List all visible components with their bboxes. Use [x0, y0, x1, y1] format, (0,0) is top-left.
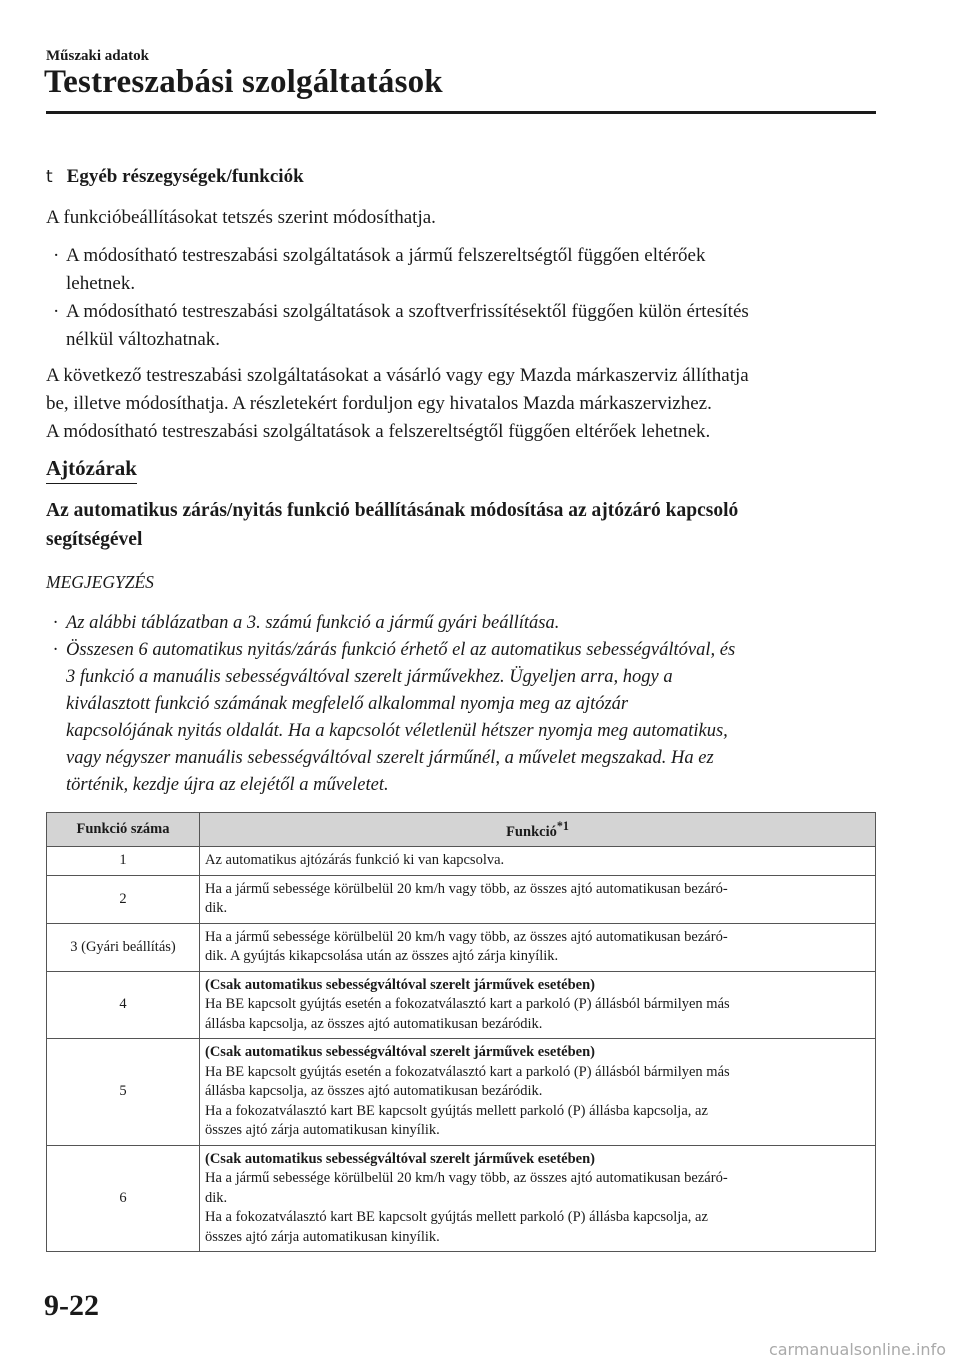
function-text-line: Ha a fokozatválasztó kart BE kapcsolt gyújtás mellett parkoló (P) állásba kapcsolja, az	[205, 1209, 708, 1226]
function-description	[200, 875, 876, 923]
function-text-line: Ha a jármű sebessége körülbelül 20 km/h vagy több, az összes ajtó automatikusan bezáró-	[205, 1170, 728, 1187]
door-locks-subheading: Az automatikus zárás/nyitás funkció beállításának módosítása az ajtózáró kapcsoló segítségével	[46, 500, 739, 550]
table-header-row	[47, 813, 876, 847]
subsection-heading	[46, 166, 304, 188]
table-row	[47, 875, 876, 923]
function-text-line: dik.	[205, 1189, 228, 1206]
door-locks-heading: Ajtózárak	[46, 456, 137, 484]
table-row	[47, 971, 876, 1039]
function-text-line: dik. A gyújtás kikapcsolása után az összes ajtó zárja kinyílik.	[205, 948, 559, 965]
bullet-dot-icon: ·	[53, 245, 60, 266]
function-text-line: Ha BE kapcsolt gyújtás esetén a fokozatválasztó kart a parkoló (P) állásból bármilyen más	[205, 996, 730, 1013]
table-row	[47, 1039, 876, 1146]
title-divider	[46, 111, 876, 114]
function-number: 6	[47, 1145, 200, 1252]
function-number: 1	[47, 847, 200, 876]
function-text-line: Ha a fokozatválasztó kart BE kapcsolt gyújtás mellett parkoló (P) állásba kapcsolja, az	[205, 1102, 708, 1119]
table-row	[47, 847, 876, 876]
function-table	[46, 812, 876, 1252]
bullet-dot-icon: ·	[53, 613, 58, 633]
function-text-line: dik.	[205, 900, 228, 917]
function-text-line: összes ajtó zárja automatikusan kinyílik.	[205, 1228, 440, 1245]
function-number: 3 (Gyári beállítás)	[47, 923, 200, 971]
function-condition: (Csak automatikus sebességváltóval szerelt járművek esetében)	[205, 1150, 595, 1167]
function-text-line: összes ajtó zárja automatikusan kinyílik.	[205, 1122, 440, 1139]
function-text-line: állásba kapcsolja, az összes ajtó automatikusan bezáródik.	[205, 1015, 543, 1032]
function-text-line: Ha BE kapcsolt gyújtás esetén a fokozatválasztó kart a parkoló (P) állásból bármilyen más	[205, 1063, 730, 1080]
page-number: 9-22	[44, 1289, 99, 1322]
note-bullet: · Összesen 6 automatikus nyitás/zárás funkció érhető el az automatikus sebességváltóval, és 3 funkció a manuális sebességváltóval szerelt járművekhez. Ügyeljen arra, hogy a kiválasztott funkció számának megfelelő alkalommal nyomja meg az ajtózár kapcsolójának nyitás oldalát. Ha a kapcsolót véletlenül hétszer nyomja meg automatikus, vagy négyszer manuális sebességváltóval szerelt járműnél, a művelet megszakad. Ha ez történik, kezdje újra az elejétől a műveletet.	[46, 637, 735, 799]
watermark: carmanualsonline.info	[768, 1340, 946, 1359]
function-description	[200, 923, 876, 971]
function-text-line: Ha a jármű sebessége körülbelül 20 km/h vagy több, az összes ajtó automatikusan bezáró-	[205, 880, 728, 897]
bullet-item: · A módosítható testreszabási szolgáltatások a jármű felszereltségtől függően eltérőek lehetnek.	[46, 242, 705, 298]
function-description	[200, 1145, 876, 1252]
function-condition: (Csak automatikus sebességváltóval szerelt járművek esetében)	[205, 976, 595, 993]
note-title: MEGJEGYZÉS	[46, 572, 154, 592]
bullet-dot-icon: ·	[53, 301, 60, 322]
subsection-title: Egyéb részegységek/funkciók	[66, 166, 304, 187]
intro-text: A funkcióbeállításokat tetszés szerint módosíthatja.	[46, 207, 436, 228]
note-bullet: · Az alábbi táblázatban a 3. számú funkció a jármű gyári beállítása.	[46, 610, 559, 637]
bullet-dot-icon: ·	[53, 640, 58, 660]
column-header-number: Funkció száma	[47, 813, 200, 847]
section-label: Műszaki adatok	[46, 48, 149, 64]
function-number: 2	[47, 875, 200, 923]
subsection-marker-icon: t	[46, 167, 53, 187]
function-text-line: Az automatikus ajtózárás funkció ki van kapcsolva.	[205, 852, 505, 869]
function-text-line: állásba kapcsolja, az összes ajtó automatikusan bezáródik.	[205, 1083, 543, 1100]
function-description	[200, 971, 876, 1039]
function-number: 4	[47, 971, 200, 1039]
column-header-function: Funkció$^{*1}$	[200, 813, 876, 847]
function-description	[200, 1039, 876, 1146]
bullet-item: · A módosítható testreszabási szolgáltatások a szoftverfrissítésektől függően külön értesítés nélkül változhatnak.	[46, 298, 749, 354]
page-title: Testreszabási szolgáltatások	[44, 64, 443, 100]
function-description	[200, 847, 876, 876]
function-number: 5	[47, 1039, 200, 1146]
table-row	[47, 1145, 876, 1252]
info-paragraph: A következő testreszabási szolgáltatásokat a vásárló vagy egy Mazda márkaszerviz állíthatja be, illetve módosíthatja. A részletekért forduljon egy hivatalos Mazda márkaszervizhez. A módosítható testreszabási szolgáltatások a felszereltségtől függően eltérőek lehetnek.	[46, 365, 749, 442]
table-row	[47, 923, 876, 971]
function-condition: (Csak automatikus sebességváltóval szerelt járművek esetében)	[205, 1044, 595, 1061]
footnote-marker: *1	[556, 819, 569, 833]
function-text-line: Ha a jármű sebessége körülbelül 20 km/h vagy több, az összes ajtó automatikusan bezáró-	[205, 928, 728, 945]
